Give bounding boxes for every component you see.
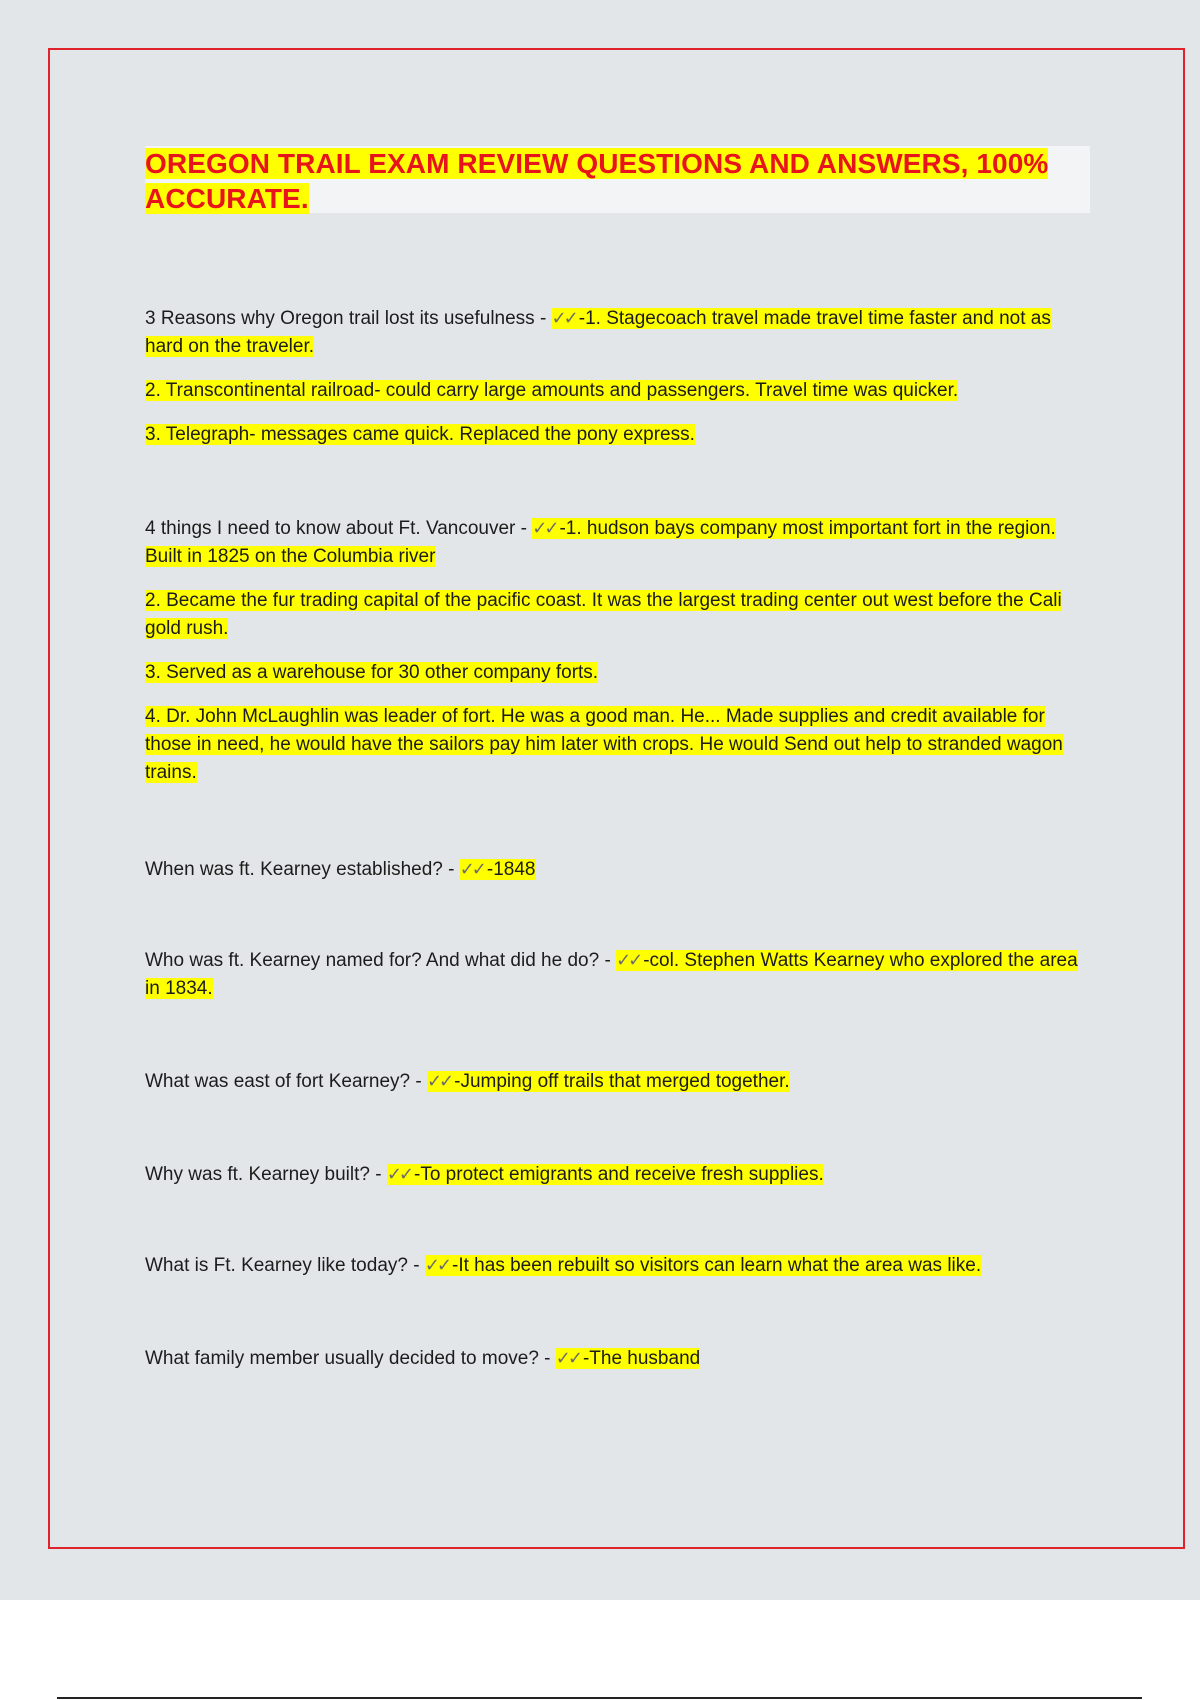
answer-highlight — [387, 1164, 824, 1185]
answer-text: 2. Transcontinental railroad- could carry large amounts and passengers. Travel time was quicker. — [145, 380, 959, 401]
question-text: What family member usually decided to move? - — [145, 1348, 556, 1369]
question-text: What is Ft. Kearney like today? - — [145, 1255, 425, 1276]
question-text: 4 things I need to know about Ft. Vancouver - — [145, 518, 533, 539]
question-text: Who was ft. Kearney named for? And what did he do? - — [145, 950, 617, 971]
answer-text: -The husband — [582, 1348, 701, 1369]
answer-highlight — [556, 1348, 700, 1369]
qa-item-7 — [145, 1251, 1090, 1280]
answer-continuation — [145, 587, 1090, 643]
qa-entry — [145, 1251, 1090, 1280]
qa-entry — [145, 1067, 1090, 1096]
answer-continuation — [145, 377, 1090, 405]
qa-item-4 — [145, 946, 1090, 1003]
title-line-2: ACCURATE. — [145, 183, 309, 214]
qa-entry — [145, 855, 1090, 884]
answer-text: -1. Stagecoach travel made travel time faster and not as hard on the traveler. — [145, 308, 1051, 357]
answer-text: 3. Telegraph- messages came quick. Replaced the pony express. — [145, 424, 695, 445]
double-check-icon: ✓✓ — [459, 859, 484, 879]
answer-continuation — [145, 659, 1090, 687]
double-check-icon: ✓✓ — [555, 1348, 580, 1368]
double-check-icon: ✓✓ — [424, 1255, 450, 1275]
answer-text: 2. Became the fur trading capital of the pacific coast. It was the largest trading center out west before the Cali gold rush. — [145, 590, 1062, 639]
question-text: What was east of fort Kearney? - — [145, 1071, 427, 1092]
answer-continuation — [145, 703, 1090, 787]
qa-item-2 — [145, 514, 1090, 787]
qa-entry — [145, 1160, 1090, 1189]
page-border — [48, 48, 1185, 1549]
answer-highlight — [460, 859, 536, 880]
answer-text: -col. Stephen Watts Kearney who explored the area in 1834. — [145, 950, 1078, 999]
answer-text: -It has been rebuilt so visitors can learn what the area was like. — [452, 1255, 982, 1276]
answer-text: -1. hudson bays company most important fort in the region. Built in 1825 on the Columbia river — [145, 518, 1056, 567]
footer-divider — [57, 1697, 1142, 1699]
qa-item-1 — [145, 304, 1090, 449]
double-check-icon: ✓✓ — [386, 1164, 411, 1184]
answer-text: 4. Dr. John McLaughlin was leader of fort. He was a good man. He... Made supplies and credit available for those in need, he would have the sailors pay him later with crops. He would Send out help to stranded wagon trains. — [145, 706, 1063, 783]
document-header — [145, 146, 1090, 216]
qa-item-8 — [145, 1344, 1090, 1373]
answer-continuation — [145, 421, 1090, 449]
qa-entry — [145, 304, 1090, 361]
double-check-icon: ✓✓ — [551, 308, 576, 328]
answer-text: 3. Served as a warehouse for 30 other company forts. — [145, 662, 599, 683]
answer-text: -Jumping off trails that merged together. — [454, 1071, 790, 1092]
qa-item-6 — [145, 1160, 1090, 1189]
title-line-1: OREGON TRAIL EXAM REVIEW QUESTIONS AND ANSWERS, 100% — [145, 148, 1049, 179]
answer-highlight — [427, 1071, 790, 1092]
qa-entry — [145, 946, 1090, 1003]
answer-text: -1848 — [486, 859, 536, 880]
double-check-icon: ✓✓ — [426, 1071, 452, 1091]
qa-item-5 — [145, 1067, 1090, 1096]
question-text: When was ft. Kearney established? - — [145, 859, 460, 880]
qa-entry — [145, 1344, 1090, 1373]
question-text: 3 Reasons why Oregon trail lost its usefulness - — [145, 308, 552, 329]
answer-text: -To protect emigrants and receive fresh supplies. — [414, 1164, 824, 1185]
qa-entry — [145, 514, 1090, 571]
double-check-icon: ✓✓ — [532, 518, 557, 538]
double-check-icon: ✓✓ — [616, 950, 641, 970]
document-title — [145, 146, 1090, 216]
qa-item-3 — [145, 855, 1090, 884]
answer-highlight — [425, 1255, 981, 1276]
question-text: Why was ft. Kearney built? - — [145, 1164, 387, 1185]
